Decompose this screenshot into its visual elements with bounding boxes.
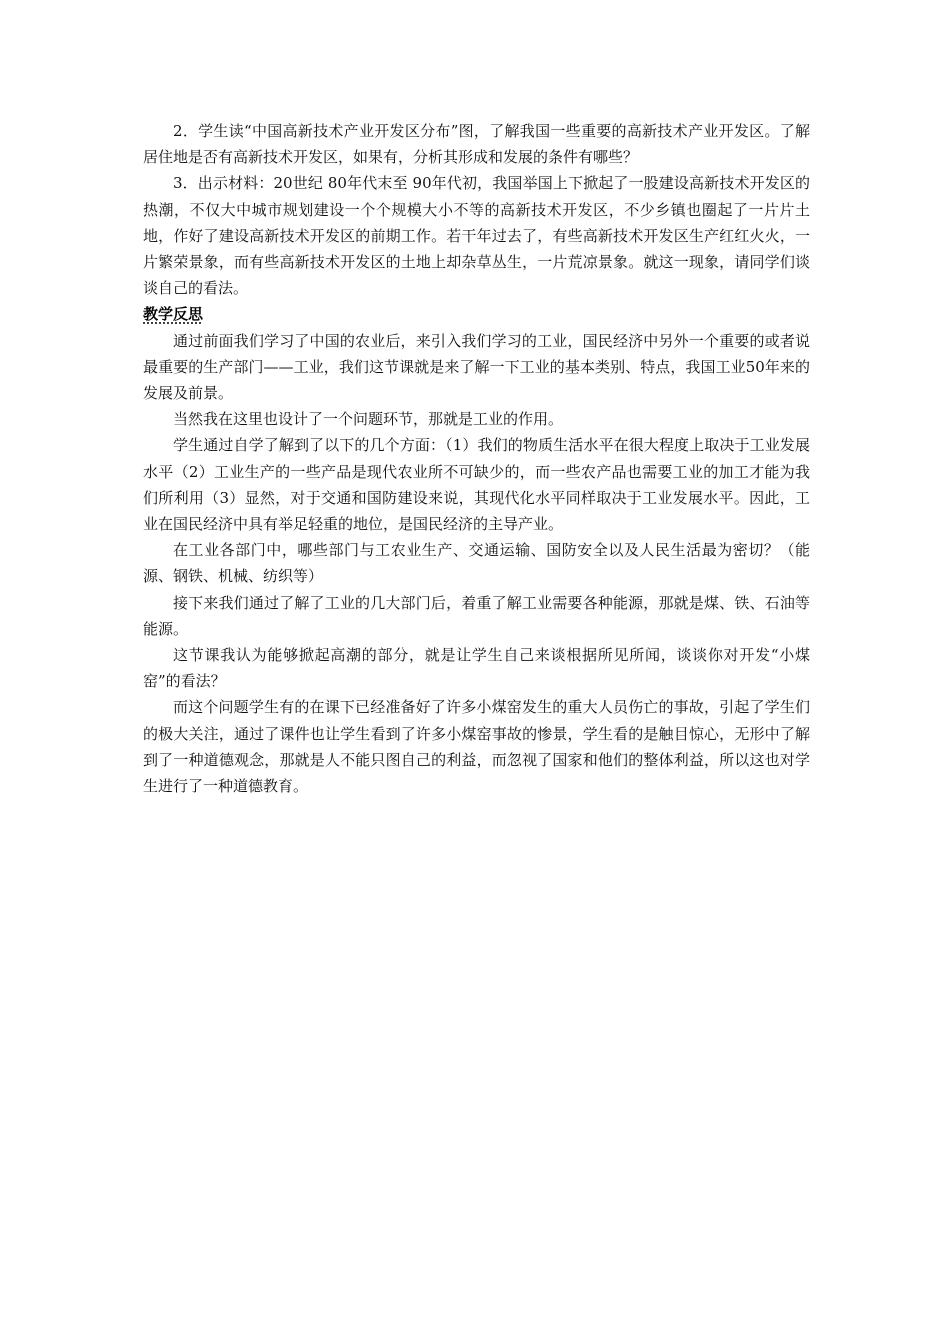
reflection-paragraph-4: 在工业各部门中，哪些部门与工农业生产、交通运输、国防安全以及人民生活最为密切？（能源、钢铁、机械、纺织等） [143, 541, 810, 586]
reflection-paragraph-6: 这节课我认为能够掀起高潮的部分，就是让学生自己来谈根据所见所闻，谈谈你对开发“小煤窑”的看法？ [143, 646, 810, 691]
reflection-paragraph-3: 学生通过自学了解到了以下的几个方面：（1）我们的物质生活水平在很大程度上取决于工业发展水平（2）工业生产的一些产品是现代农业所不可缺少的，而一些农产品也需要工业的加工才能为我们所利用（3）显然，对于交通和国防建设来说，其现代化水平同样取决于工业发展水平。因此，工业在国民经济中具有举足轻重的地位，是国民经济的主导产业。 [143, 436, 810, 534]
paragraph-item-3: 3．出示材料：20世纪 80年代末至 90年代初，我国举国上下掀起了一股建设高新技术开发区的热潮，不仅大中城市规划建设一个个规模大小不等的高新技术开发区，不少乡镇也圈起了一片片土地，作好了建设高新技术开发区的前期工作。若干年过去了，有些高新技术开发区生产红红火火，一片繁荣景象，而有些高新技术开发区的土地上却杂草丛生，一片荒凉景象。就这一现象，请同学们谈谈自己的看法。 [143, 174, 810, 298]
reflection-paragraph-7: 而这个问题学生有的在课下已经准备好了许多小煤窑发生的重大人员伤亡的事故，引起了学生们的极大关注，通过了课件也让学生看到了许多小煤窑事故的惨景，学生看的是触目惊心，无形中了解到了一种道德观念，那就是人不能只图自己的利益，而忽视了国家和他们的整体利益，所以这也对学生进行了一种道德教育。 [143, 698, 810, 796]
section-heading-teaching-reflection [143, 301, 810, 327]
reflection-paragraph-5: 接下来我们通过了解了工业的几大部门后，着重了解工业需要各种能源，那就是煤、铁、石油等能源。 [143, 593, 810, 638]
document-body [143, 118, 810, 799]
reflection-paragraph-1: 通过前面我们学习了中国的农业后，来引入我们学习的工业，国民经济中另外一个重要的或者说最重要的生产部门——工业，我们这节课就是来了解一下工业的基本类别、特点，我国工业50年来的发展及前景。 [143, 331, 810, 403]
reflection-paragraph-2: 当然我在这里也设计了一个问题环节，那就是工业的作用。 [173, 410, 564, 429]
paragraph-item-2: 2．学生读“中国高新技术产业开发区分布”图，了解我国一些重要的高新技术产业开发区。了解居住地是否有高新技术开发区，如果有，分析其形成和发展的条件有哪些？ [143, 122, 810, 167]
section-heading-text: 教学反思 [143, 305, 204, 324]
